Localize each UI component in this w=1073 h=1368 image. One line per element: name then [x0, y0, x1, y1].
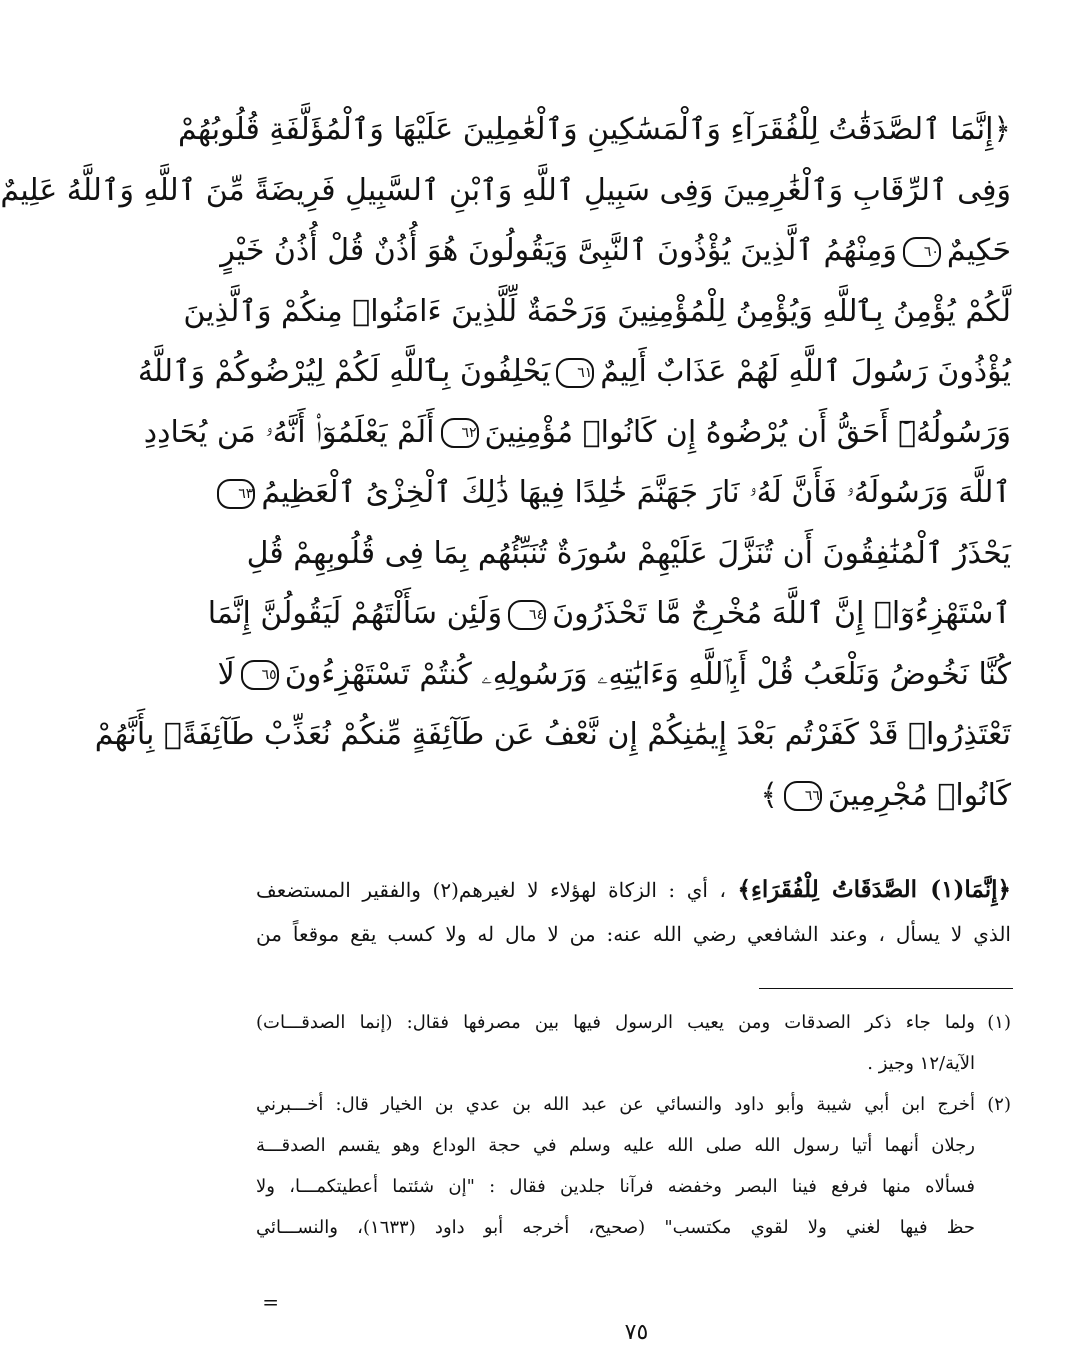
- ayah-number-marker: ٦٦: [784, 781, 822, 811]
- quran-line-text: وَفِى ٱلرِّقَابِ وَٱلْغَٰرِمِينَ وَفِى سَبِيلِ ٱللَّهِ وَٱبْنِ ٱلسَّبِيلِ فَرِيضَةً مِّنَ ٱللَّهِ وَٱللَّهُ عَلِيمٌ: [0, 172, 1011, 208]
- opening-bracket: ﴿: [993, 112, 1011, 147]
- quran-line-1: [177, 100, 1011, 161]
- quran-line-text: كَانُوا۟ مُجْرِمِينَ: [827, 777, 1011, 813]
- quran-line-text: أَلَمْ يَعْلَمُوٓا۟ أَنَّهُۥ مَن يُحَادِدِ: [143, 414, 435, 450]
- footnotes: [256, 1002, 1011, 1248]
- footnote-separator: [759, 988, 1013, 989]
- quran-line-3: [220, 221, 1011, 282]
- tafsir-lemma: ﴿إِنَّمَا(١) الصَّدَقَاتُ لِلْفُقَرَاءِ﴾: [737, 876, 1011, 903]
- quran-line-10: [217, 645, 1011, 706]
- quran-line-9: [207, 584, 1011, 645]
- footnote-line: فسألاه منها فرفع فينا البصر وخفضه فرآنا جلدين فقال : "إن شئتما أعطيتكمـــا، ولا: [256, 1176, 975, 1197]
- quran-line-text: لَا: [217, 656, 235, 692]
- tafsir-line-1: [256, 868, 1011, 912]
- quran-line-text: وَلَئِن سَأَلْتَهُمْ لَيَقُولُنَّ إِنَّمَا: [207, 596, 503, 631]
- tafsir-text: [256, 868, 1011, 956]
- quran-line-text: تَعْتَذِرُوا۟ قَدْ كَفَرْتُم بَعْدَ إِيمَٰنِكُمْ إِن نَّعْفُ عَن طَآئِفَةٍ مِّنكُمْ نُعَذِّبْ طَآئِفَةًۢ بِأَنَّهُمْ: [94, 717, 1011, 752]
- ayah-number-marker: ٦٥: [241, 660, 279, 690]
- page-number: ٧٥: [624, 1320, 649, 1345]
- ayah-number-marker: ٦٤: [508, 600, 546, 630]
- quran-line-7: [238, 463, 1011, 524]
- footnote-2: [256, 1084, 1011, 1248]
- footnote-line: الآية/١٢ وجيز .: [867, 1053, 975, 1074]
- footnote-line: ولما جاء ذكر الصدقات ومن يعيب الرسول فيها بين مصرفها فقال: (إنما الصدقـــات): [256, 1012, 975, 1033]
- quran-line-text: يُؤْذُونَ رَسُولَ ٱللَّهِ لَهُمْ عَذَابٌ أَلِيمٌ: [600, 354, 1011, 389]
- quran-line-text: وَمِنْهُمُ ٱلَّذِينَ يُؤْذُونَ ٱلنَّبِىَّ وَيَقُولُونَ هُوَ أُذُنٌ قُلْ أُذُنُ خَيْرٍ: [220, 233, 897, 268]
- closing-bracket: ﴾: [760, 777, 778, 813]
- tafsir-line-text: ، أي : الزكاة لهؤلاء لا لغيرهم(٢) والفقير المستضعف: [256, 878, 726, 902]
- quran-line-2: [0, 161, 1011, 222]
- quran-line-text: لَّكُمْ يُؤْمِنُ بِٱللَّهِ وَيُؤْمِنُ لِلْمُؤْمِنِينَ وَرَحْمَةٌ لِّلَّذِينَ ءَامَنُوا۟ مِنكُمْ وَٱلَّذِينَ: [183, 293, 1011, 329]
- ayah-number-marker: ٦٣: [217, 479, 255, 509]
- ayah-number-marker: ٦١: [556, 358, 594, 388]
- quran-line-12: [259, 766, 1011, 827]
- quran-line-11: [94, 705, 1011, 766]
- quran-line-6: [143, 403, 1011, 464]
- quran-line-text: إِنَّمَا ٱلصَّدَقَٰتُ لِلْفُقَرَآءِ وَٱلْمَسَٰكِينِ وَٱلْعَٰمِلِينَ عَلَيْهَا وَٱلْمُؤَلَّفَةِ قُلُوبُهُمْ: [177, 112, 994, 147]
- quran-line-text: كُنَّا نَخُوضُ وَنَلْعَبُ قُلْ أَبِٱللَّهِ وَءَايَٰتِهِۦ وَرَسُولِهِۦ كُنتُمْ تَسْتَهْزِءُونَ: [284, 656, 1011, 692]
- quran-line-text: يَحْذَرُ ٱلْمُنَٰفِقُونَ أَن تُنَزَّلَ عَلَيْهِمْ سُورَةٌ تُنَبِّئُهُم بِمَا فِى قُلُوبِهِمْ قُلِ: [246, 535, 1011, 571]
- quran-line-text: وَرَسُولُهُۥٓ أَحَقُّ أَن يُرْضُوهُ إِن كَانُوا۟ مُؤْمِنِينَ: [484, 414, 1011, 450]
- tafsir-line-2: الذي لا يسأل ، وعند الشافعي رضي الله عنه: من لا مال له ولا كسب يقع موقعاً من: [256, 922, 1011, 946]
- quran-text: [0, 100, 1011, 826]
- footnote-1: [256, 1002, 1011, 1084]
- quran-line-8: [246, 524, 1011, 585]
- quran-line-text: حَكِيمٌ: [946, 233, 1011, 268]
- ayah-number-marker: ٦٢: [441, 418, 479, 448]
- quran-line-text: يَحْلِفُونَ بِٱللَّهِ لَكُمْ لِيُرْضُوكُمْ وَٱللَّهُ: [137, 354, 551, 389]
- quran-line-text: ٱللَّهَ وَرَسُولَهُۥ فَأَنَّ لَهُۥ نَارَ جَهَنَّمَ خَٰلِدًا فِيهَا ذَٰلِكَ ٱلْخِزْىُ ٱلْعَظِيمُ: [261, 475, 1011, 510]
- footnote-text: [256, 1084, 975, 1248]
- footnote-text: [256, 1002, 975, 1084]
- continuation-mark: =: [262, 1290, 279, 1314]
- footnote-line: حظ فيها لغني ولا لقوي مكتسب" (صحيح، أخرجه أبو داود (١٦٣٣)، والنســـائي: [256, 1217, 975, 1238]
- quran-line-5: [137, 342, 1011, 403]
- footnote-line: رجلان أنهما أتيا رسول الله صلى الله عليه وسلم في حجة الوداع وهو يقسم الصدقـــة: [256, 1135, 975, 1156]
- quran-line-4: [183, 282, 1011, 343]
- quran-line-text: ٱسْتَهْزِءُوٓا۟ إِنَّ ٱللَّهَ مُخْرِجٌ مَّا تَحْذَرُونَ: [552, 596, 1011, 631]
- footnote-line: أخرج ابن أبي شيبة وأبو داود والنسائي عن عبد الله بن عدي بن الخيار قال: أخـــبرني: [256, 1094, 975, 1115]
- ayah-number-marker: ٦٠: [903, 237, 941, 267]
- footnote-number: (١): [987, 1012, 1011, 1033]
- footnote-number: (٢): [987, 1094, 1011, 1115]
